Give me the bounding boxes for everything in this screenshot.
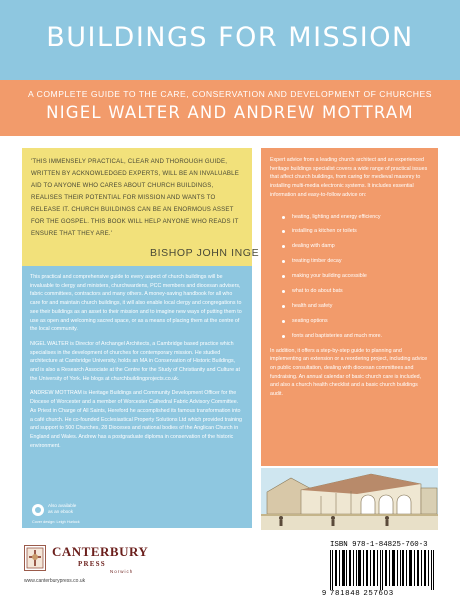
list-item: what to do about bats <box>282 287 430 296</box>
description-paragraph: This practical and comprehensive guide to every aspect of church buildings will be invaluable to clergy and ministers, churchwardens, PCC members and diocesan advisers, fabric committees, contractors and many others. A money-saving handbook for all who care for and maintain church buildings, it will also enable local clergy and congregations to see their buildings as an asset to their mission and to imagine new ways of putting them to use as open and welcoming sacred space, or as a means of placing them at the centre of the local community. <box>30 274 242 333</box>
ebook-notice <box>48 503 98 514</box>
ebook-line-1: Also available <box>48 503 77 508</box>
publisher-crest-svg <box>25 546 45 570</box>
author-bio-walter: NIGEL WALTER is Director of Archangel Architects, a Cambridge based practice which specialises in the development of churches for contemporary mission. He studied architecture at Cambridge University, holds an MA in Conservation of Historic Buildings, and is also a Research Associate at the Centre for the Study of Christianity and Culture at the University of York. He blogs at churchbuildingprojects.co.uk. <box>30 340 240 382</box>
contents-outro: In addition, it offers a step-by-step guide to planning and implementing an extension or a reordering project, including advice on public consultation, dealing with diocesan committees and fundraising. An annual calendar of basic church care is included, and also a church health checklist and a basic church buildings audit. <box>270 347 428 398</box>
contents-intro: Expert advice from a leading church architect and an experienced heritage buildings specialist covers a wide range of practical issues that affect church buildings, from caring for medieval masonry to installing multi-media electronic systems. It includes essential information and easy-to-follow advice on: <box>270 157 428 198</box>
list-item: heating, lighting and energy efficiency <box>282 213 430 222</box>
church-illustration-svg <box>261 468 438 530</box>
design-credit: Cover design: Leigh Hurlock <box>32 520 80 524</box>
list-item: making your building accessible <box>282 272 430 281</box>
book-title: BUILDINGS FOR MISSION <box>46 22 414 53</box>
list-item: fonts and baptisteries and much more. <box>282 332 430 341</box>
list-item: treating timber decay <box>282 257 430 266</box>
publisher-city: Norwich <box>110 569 134 574</box>
contents-box <box>261 148 438 466</box>
publisher-url: www.canterburypress.co.uk <box>24 578 86 584</box>
church-illustration <box>261 468 438 530</box>
publisher-sub: PRESS <box>78 560 106 568</box>
book-subtitle: A COMPLETE GUIDE TO THE CARE, CONSERVATION AND DEVELOPMENT OF CHURCHES <box>28 89 432 99</box>
list-item: installing a kitchen or toilets <box>282 227 430 236</box>
publisher-name: CANTERBURY <box>52 544 149 559</box>
isbn-label: ISBN 978-1-84825-760-3 <box>330 541 428 549</box>
publisher-logo-icon <box>24 545 46 571</box>
endorsement-quote: 'THIS IMMENSELY PRACTICAL, CLEAR AND THOROUGH GUIDE, WRITTEN BY ACKNOWLEDGED EXPERTS, WILL BE AN INVALUABLE AID TO ANYONE WHO CARES ABOUT CHURCH BUILDINGS, REALISES THEIR POTENTIAL FOR MISSION AND WANTS TO RELEASE IT. CHURCH BUILDINGS CAN BE AN ENORMOUS ASSET FOR THE GOSPEL. THIS BOOK WILL HELP ANYONE WHO READS IT ENSURE THAT THEY ARE.' <box>31 158 239 237</box>
ebook-line-2: as an ebook <box>48 508 74 514</box>
quote-attribution: BISHOP JOHN INGE <box>150 247 260 259</box>
barcode-digits: 9 781848 257603 <box>322 588 394 597</box>
author-bio-mottram: ANDREW MOTTRAM is Heritage Buildings and Community Development Officer for the Diocese of Worcester and a member of Worcester Cathedral Fabric Advisory Committee. As Priest in Charge of All Saints, Hereford he accomplished its famous transformation into a café church. He co-founded Ecclesiastical Property Solutions Ltd which provided training and support to 500 Churches, 28 Dioceses and national bodies of the Anglican Church in England and Wales. Andrew has a postgraduate diploma in conservation of the historic environment. <box>30 390 242 449</box>
list-item: dealing with damp <box>282 242 430 251</box>
barcode-bars <box>330 550 438 590</box>
book-authors: NIGEL WALTER AND ANDREW MOTTRAM <box>46 103 414 122</box>
barcode <box>330 550 438 590</box>
list-item: health and safety <box>282 302 430 311</box>
list-item: seating options <box>282 317 430 326</box>
description-box <box>22 266 252 528</box>
ebook-icon <box>32 504 44 516</box>
topics-list <box>282 213 430 341</box>
